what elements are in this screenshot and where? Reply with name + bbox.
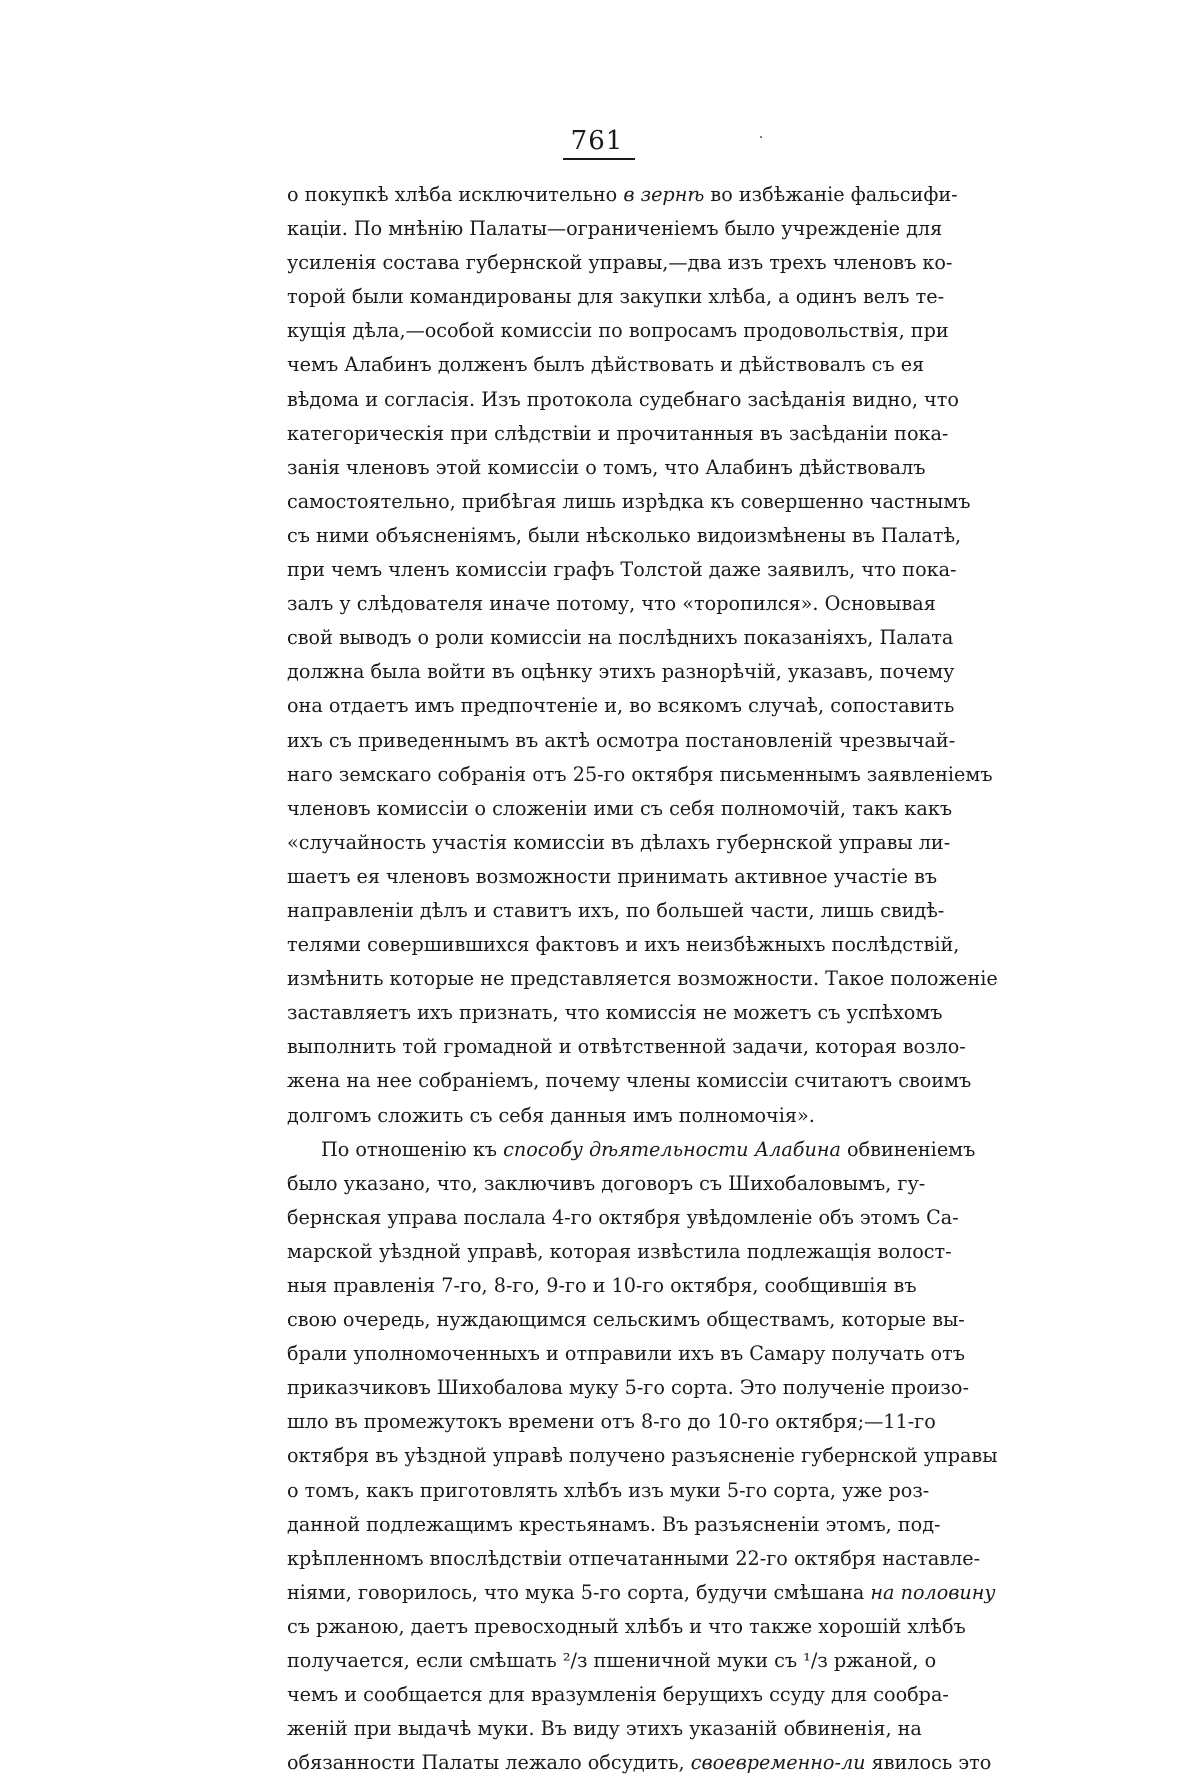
text-line: чемъ и сообщается для вразумленія берущихъ ссуду для сообра- (287, 1683, 949, 1707)
text-line: ныя правленія 7-го, 8-го, 9-го и 10-го октября, сообщившія въ (287, 1274, 917, 1297)
text-line: долгомъ сложить съ себя данныя имъ полномочія». (287, 1103, 815, 1127)
text-line: «случайность участія комиссіи въ дѣлахъ губернской управы ли- (287, 830, 951, 854)
text-line: она отдаетъ имъ предпочтеніе и, во всякомъ случаѣ, сопоставить (287, 694, 955, 718)
text-line: выполнить той громадной и отвѣтственной задачи, которая возло- (287, 1035, 966, 1059)
text-line: занія членовъ этой комиссіи о томъ, что Алабинъ дѣйствовалъ (287, 455, 926, 479)
text-line: усиленія состава губернской управы,—два изъ трехъ членовъ ко- (287, 251, 953, 275)
text-line: получается, если смѣшать ²/з пшеничной муки съ ¹/з ржаной, о (287, 1649, 937, 1673)
text-line: телями совершившихся фактовъ и ихъ неизбѣжныхъ послѣдствій, (287, 933, 960, 957)
text-line: кущія дѣла,—особой комиссіи по вопросамъ продовольствія, при (287, 319, 949, 343)
text-line: категорическія при слѣдствіи и прочитанныя въ засѣданіи пока- (287, 421, 949, 445)
text-line: съ ржаною, даетъ превосходный хлѣбъ и что также хорошій хлѣбъ (287, 1614, 966, 1638)
body-text (287, 178, 998, 1780)
text-line: данной подлежащимъ крестьянамъ. Въ разъясненіи этомъ, под- (287, 1512, 941, 1536)
text-line: шло въ промежутокъ времени отъ 8-го до 10-го октября;—11-го (287, 1410, 936, 1434)
text-line: наго земскаго собранія отъ 25-го октября письменнымъ заявленіемъ (287, 762, 993, 786)
text-line: членовъ комиссіи о сложеніи ими съ себя полномочій, такъ какъ (287, 796, 953, 820)
text-line: чемъ Алабинъ долженъ былъ дѣйствовать и дѣйствовалъ съ ея (287, 353, 925, 377)
text-line: было указано, что, заключивъ договоръ съ Шихобаловымъ, гу- (287, 1171, 926, 1195)
text-line: ихъ съ приведеннымъ въ актѣ осмотра постановленій чрезвычай- (287, 728, 956, 752)
paper-speck (760, 136, 762, 138)
text-line: должна была войти въ оцѣнку этихъ разнорѣчій, указавъ, почему (287, 660, 955, 684)
paragraph (287, 178, 998, 1133)
text-line: каціи. По мнѣнію Палаты—ограниченіемъ было учрежденіе для (287, 217, 943, 241)
text-line: о покупкѣ хлѣба исключительно в зернѣ во избѣжаніе фальсифи- (287, 183, 958, 206)
text-line: По отношенію къ способу дѣятельности Алабина обвиненіемъ (321, 1137, 976, 1161)
text-line: самостоятельно, прибѣгая лишь изрѣдка къ совершенно частнымъ (287, 489, 971, 513)
text-line: обязанности Палаты лежало обсудить, своевременно-ли явилось это (287, 1751, 992, 1775)
text-line: заставляетъ ихъ признать, что комиссія не можетъ съ успѣхомъ (287, 1001, 943, 1025)
text-line: о томъ, какъ приготовлять хлѣбъ изъ муки 5-го сорта, уже роз- (287, 1478, 930, 1502)
text-line: измѣнить которые не представляется возможности. Такое положеніе (287, 967, 998, 991)
page-number: 761 (570, 126, 624, 156)
text-line: торой были командированы для закупки хлѣба, а одинъ велъ те- (287, 285, 945, 309)
text-line: октября въ уѣздной управѣ получено разъясненіе губернской управы (287, 1444, 998, 1468)
text-line: женій при выдачѣ муки. Въ виду этихъ указаній обвиненія, на (287, 1717, 922, 1741)
text-line: шаетъ ея членовъ возможности принимать активное участіе въ (287, 864, 938, 888)
text-line: съ ними объясненіямъ, были нѣсколько видоизмѣнены въ Палатѣ, (287, 523, 962, 547)
text-line: брали уполномоченныхъ и отправили ихъ въ Самару получать отъ (287, 1342, 965, 1366)
page-number-underline (563, 158, 635, 160)
text-line: свою очередь, нуждающимся сельскимъ обществамъ, которые вы- (287, 1308, 965, 1332)
text-line: марской уѣздной управѣ, которая извѣстила подлежащія волост- (287, 1239, 952, 1263)
text-line: при чемъ членъ комиссіи графъ Толстой даже заявилъ, что пока- (287, 558, 957, 582)
text-line: бернская управа послала 4-го октября увѣдомленіе объ этомъ Са- (287, 1205, 959, 1229)
text-line: залъ у слѣдователя иначе потому, что «торопился». Основывая (287, 592, 936, 616)
text-line: крѣпленномъ впослѣдствіи отпечатанными 22-го октября наставле- (287, 1546, 981, 1570)
text-line: вѣдома и согласія. Изъ протокола судебнаго засѣданія видно, что (287, 387, 959, 411)
text-line: направленіи дѣлъ и ставитъ ихъ, по большей части, лишь свидѣ- (287, 898, 945, 922)
text-line: ніями, говорилось, что мука 5-го сорта, будучи смѣшана на половину (287, 1580, 996, 1604)
text-line: жена на нее собраніемъ, почему члены комиссіи считаютъ своимъ (287, 1069, 972, 1093)
text-line: свой выводъ о роли комиссіи на послѣднихъ показаніяхъ, Палата (287, 626, 954, 650)
text-line: приказчиковъ Шихобалова муку 5-го сорта. Это полученіе произо- (287, 1376, 969, 1400)
